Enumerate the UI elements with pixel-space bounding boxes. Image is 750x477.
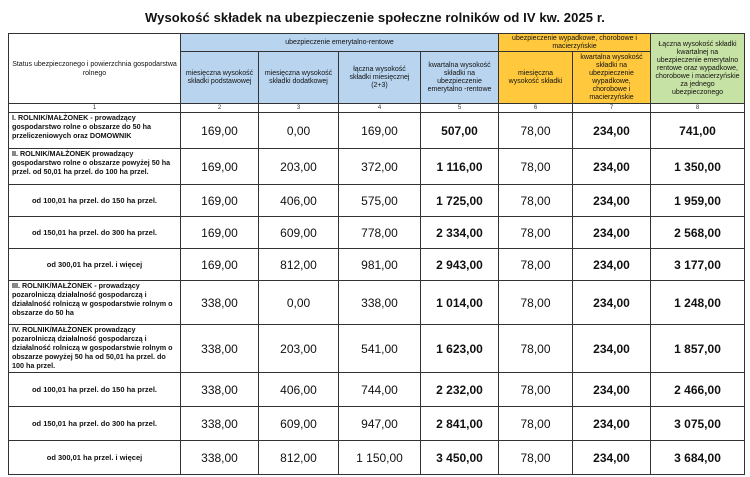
cell-podstawowa: 338,00 — [181, 325, 259, 373]
cell-laczna: 1 350,00 — [651, 149, 745, 185]
cell-kwartalna-er: 3 450,00 — [421, 441, 499, 475]
table-row — [9, 149, 745, 185]
cell-kwartalna-wyp: 234,00 — [573, 325, 651, 373]
cell-miesieczna-wyp: 78,00 — [499, 325, 573, 373]
cell-dodatkowa: 609,00 — [259, 407, 339, 441]
cell-podstawowa: 169,00 — [181, 249, 259, 281]
cell-laczna: 3 684,00 — [651, 441, 745, 475]
cell-podstawowa: 169,00 — [181, 113, 259, 149]
table-row — [9, 441, 745, 475]
col-header-laczna-miesieczna: łączna wysokość składki miesięcznej (2+3) — [339, 52, 421, 104]
cell-podstawowa: 169,00 — [181, 185, 259, 217]
cell-kwartalna-er: 1 014,00 — [421, 281, 499, 325]
cell-podstawowa: 338,00 — [181, 373, 259, 407]
cell-dodatkowa: 812,00 — [259, 441, 339, 475]
group-header-wypadkowe: ubezpieczenie wypadkowe, chorobowe i macierzyńskie — [499, 34, 651, 52]
cell-kwartalna-wyp: 234,00 — [573, 249, 651, 281]
col-number: 4 — [339, 104, 421, 113]
cell-laczna: 2 466,00 — [651, 373, 745, 407]
cell-laczna-miesieczna: 169,00 — [339, 113, 421, 149]
cell-dodatkowa: 0,00 — [259, 281, 339, 325]
cell-kwartalna-wyp: 234,00 — [573, 149, 651, 185]
cell-laczna: 741,00 — [651, 113, 745, 149]
table-row — [9, 281, 745, 325]
cell-kwartalna-wyp: 234,00 — [573, 373, 651, 407]
table-row — [9, 407, 745, 441]
cell-miesieczna-wyp: 78,00 — [499, 373, 573, 407]
cell-dodatkowa: 406,00 — [259, 373, 339, 407]
cell-podstawowa: 338,00 — [181, 407, 259, 441]
row-label: od 100,01 ha przel. do 150 ha przel. — [9, 373, 181, 407]
col-number: 5 — [421, 104, 499, 113]
cell-laczna: 1 959,00 — [651, 185, 745, 217]
cell-miesieczna-wyp: 78,00 — [499, 407, 573, 441]
row-label: IV. ROLNIK/MAŁŻONEK prowadzący pozarolniczą działalność gospodarczą i działalność rolniczą w gospodarstwie rolnym o obszarze powyżej 50 ha od 50,01 ha przel. do 100 ha przel. — [9, 325, 181, 373]
cell-dodatkowa: 609,00 — [259, 217, 339, 249]
row-label: III. ROLNIK/MAŁŻONEK - prowadzący pozarolniczą działalność gospodarczą i działalność rolniczą w gospodarstwie rolnym o obszarze do 50 ha — [9, 281, 181, 325]
cell-podstawowa: 169,00 — [181, 217, 259, 249]
cell-podstawowa: 338,00 — [181, 441, 259, 475]
cell-dodatkowa: 406,00 — [259, 185, 339, 217]
table-row — [9, 217, 745, 249]
cell-laczna-miesieczna: 338,00 — [339, 281, 421, 325]
row-label: II. ROLNIK/MAŁŻONEK prowadzący gospodarstwo rolne o obszarze powyżej 50 ha przel. od 50,01 ha przel. do 100 ha przel. — [9, 149, 181, 185]
cell-miesieczna-wyp: 78,00 — [499, 149, 573, 185]
cell-kwartalna-er: 2 841,00 — [421, 407, 499, 441]
cell-kwartalna-wyp: 234,00 — [573, 407, 651, 441]
col-header-dodatkowa: miesięczna wysokość składki dodatkowej — [259, 52, 339, 104]
table-row — [9, 249, 745, 281]
cell-laczna: 1 248,00 — [651, 281, 745, 325]
cell-kwartalna-er: 1 116,00 — [421, 149, 499, 185]
cell-laczna-miesieczna: 744,00 — [339, 373, 421, 407]
cell-dodatkowa: 812,00 — [259, 249, 339, 281]
cell-laczna-miesieczna: 1 150,00 — [339, 441, 421, 475]
col-number: 3 — [259, 104, 339, 113]
table-row — [9, 325, 745, 373]
cell-kwartalna-er: 2 943,00 — [421, 249, 499, 281]
cell-dodatkowa: 203,00 — [259, 149, 339, 185]
cell-kwartalna-er: 507,00 — [421, 113, 499, 149]
row-label: od 150,01 ha przel. do 300 ha przel. — [9, 407, 181, 441]
col-number: 6 — [499, 104, 573, 113]
col-number: 8 — [651, 104, 745, 113]
cell-miesieczna-wyp: 78,00 — [499, 441, 573, 475]
cell-laczna-miesieczna: 947,00 — [339, 407, 421, 441]
cell-kwartalna-wyp: 234,00 — [573, 185, 651, 217]
cell-kwartalna-er: 2 334,00 — [421, 217, 499, 249]
cell-kwartalna-er: 1 725,00 — [421, 185, 499, 217]
cell-laczna: 3 075,00 — [651, 407, 745, 441]
cell-laczna-miesieczna: 372,00 — [339, 149, 421, 185]
cell-podstawowa: 338,00 — [181, 281, 259, 325]
cell-kwartalna-er: 2 232,00 — [421, 373, 499, 407]
col-header-podstawowa: miesięczna wysokość składki podstawowej — [181, 52, 259, 104]
cell-podstawowa: 169,00 — [181, 149, 259, 185]
status-header: Status ubezpieczonego i powierzchnia gospodarstwa rolnego — [9, 34, 181, 104]
row-label: od 150,01 ha przel. do 300 ha przel. — [9, 217, 181, 249]
row-label: od 300,01 ha przel. i więcej — [9, 441, 181, 475]
col-number: 7 — [573, 104, 651, 113]
cell-dodatkowa: 203,00 — [259, 325, 339, 373]
col-header-kwartalna-er: kwartalna wysokość składki na ubezpieczenie emerytalno -rentowe — [421, 52, 499, 104]
cell-laczna-miesieczna: 575,00 — [339, 185, 421, 217]
cell-miesieczna-wyp: 78,00 — [499, 113, 573, 149]
cell-miesieczna-wyp: 78,00 — [499, 281, 573, 325]
group-header-laczna: Łączna wysokość składki kwartalnej na ubezpieczenie emerytalno rentowe oraz wypadkowe, chorobowe i macierzyńskie za jednego ubezpieczonego — [651, 34, 745, 104]
row-label: od 100,01 ha przel. do 150 ha przel. — [9, 185, 181, 217]
cell-kwartalna-wyp: 234,00 — [573, 217, 651, 249]
cell-miesieczna-wyp: 78,00 — [499, 217, 573, 249]
page-title: Wysokość składek na ubezpieczenie społeczne rolników od IV kw. 2025 r. — [144, 10, 605, 25]
cell-miesieczna-wyp: 78,00 — [499, 249, 573, 281]
contributions-table — [8, 33, 745, 475]
cell-kwartalna-wyp: 234,00 — [573, 113, 651, 149]
cell-laczna: 1 857,00 — [651, 325, 745, 373]
group-header-emerytalno-rentowe: ubezpieczenie emerytalno-rentowe — [181, 34, 499, 52]
cell-laczna: 3 177,00 — [651, 249, 745, 281]
cell-laczna-miesieczna: 981,00 — [339, 249, 421, 281]
cell-miesieczna-wyp: 78,00 — [499, 185, 573, 217]
cell-laczna-miesieczna: 541,00 — [339, 325, 421, 373]
row-label: od 300,01 ha przel. i więcej — [9, 249, 181, 281]
cell-dodatkowa: 0,00 — [259, 113, 339, 149]
cell-kwartalna-er: 1 623,00 — [421, 325, 499, 373]
cell-laczna-miesieczna: 778,00 — [339, 217, 421, 249]
col-header-miesieczna-wyp: miesięczna wysokość składki — [499, 52, 573, 104]
col-header-kwartalna-wyp: kwartalna wysokość składki na ubezpieczenie wypadkowe, chorobowe i macierzyńskie — [573, 52, 651, 104]
cell-laczna: 2 568,00 — [651, 217, 745, 249]
table-row — [9, 113, 745, 149]
col-number: 2 — [181, 104, 259, 113]
table-row — [9, 185, 745, 217]
cell-kwartalna-wyp: 234,00 — [573, 441, 651, 475]
col-number: 1 — [9, 104, 181, 113]
cell-kwartalna-wyp: 234,00 — [573, 281, 651, 325]
table-row — [9, 373, 745, 407]
row-label: I. ROLNIK/MAŁŻONEK - prowadzący gospodarstwo rolne o obszarze do 50 ha przeliczeniowych oraz DOMOWNIK — [9, 113, 181, 149]
